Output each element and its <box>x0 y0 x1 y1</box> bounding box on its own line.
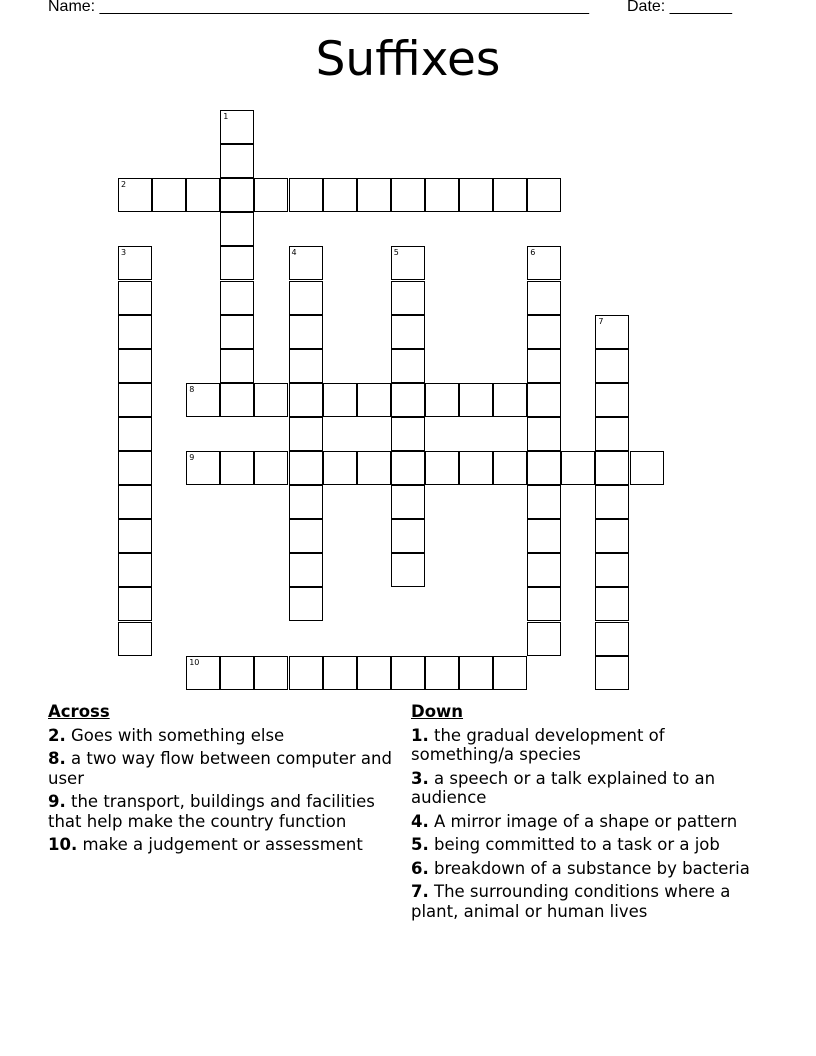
grid-cell[interactable] <box>595 656 629 690</box>
grid-cell[interactable] <box>254 178 288 212</box>
clue-number: 3. <box>411 768 429 788</box>
grid-cell[interactable] <box>289 553 323 587</box>
grid-cell[interactable] <box>391 349 425 383</box>
grid-cell[interactable] <box>118 417 152 451</box>
down-clue-7 <box>411 882 761 921</box>
down-clue-5 <box>411 835 761 855</box>
grid-cell[interactable] <box>152 178 186 212</box>
clue-number: 5. <box>411 835 429 854</box>
grid-cell[interactable] <box>323 383 357 417</box>
grid-cell[interactable] <box>391 178 425 212</box>
grid-cell[interactable] <box>118 349 152 383</box>
grid-cell[interactable] <box>220 246 254 280</box>
clue-number: 1. <box>411 725 429 745</box>
clue-text: Goes with something else <box>71 725 285 745</box>
grid-cell[interactable] <box>493 383 527 417</box>
grid-cell[interactable] <box>595 622 629 656</box>
clue-number: 8. <box>48 749 66 768</box>
grid-cell[interactable] <box>425 451 459 485</box>
grid-cell[interactable] <box>527 349 561 383</box>
grid-cell[interactable] <box>220 383 254 417</box>
grid-cell[interactable] <box>289 417 323 451</box>
grid-cell[interactable] <box>254 451 288 485</box>
grid-cell[interactable] <box>220 212 254 246</box>
grid-cell[interactable] <box>220 451 254 485</box>
down-clue-6 <box>411 859 761 879</box>
grid-cell[interactable] <box>289 451 323 485</box>
date-line: Date: _______ <box>627 0 732 15</box>
clue-text: the transport, buildings and facilities that help make the country function <box>48 792 375 831</box>
grid-cell[interactable] <box>357 656 391 690</box>
grid-cell[interactable] <box>391 519 425 553</box>
grid-cell[interactable] <box>357 178 391 212</box>
clue-text: make a judgement or assessment <box>82 835 363 854</box>
grid-cell[interactable] <box>595 383 629 417</box>
grid-cell[interactable] <box>220 281 254 315</box>
clue-number: 7. <box>411 882 429 901</box>
grid-cell[interactable] <box>527 485 561 519</box>
grid-cell[interactable] <box>527 315 561 349</box>
grid-cell[interactable] <box>220 656 254 690</box>
grid-cell[interactable] <box>527 281 561 315</box>
clue-text: the gradual development of something/a species <box>411 725 665 764</box>
clue-text: being committed to a task or a job <box>434 835 720 854</box>
grid-cell[interactable] <box>289 315 323 349</box>
clue-number-label: 4 <box>291 248 297 258</box>
grid-cell[interactable] <box>527 178 561 212</box>
grid-cell[interactable] <box>289 178 323 212</box>
clue-number-label: 2 <box>121 180 127 190</box>
clue-number: 9. <box>48 792 66 811</box>
clue-text: a speech or a talk explained to an audience <box>411 768 716 807</box>
grid-cell[interactable] <box>323 451 357 485</box>
clue-text: a two way flow between computer and user <box>48 749 392 788</box>
name-line: Name: _______________________________________________________ <box>48 0 589 15</box>
across-heading: Across <box>48 702 110 721</box>
across-clues <box>48 702 393 859</box>
clue-number-label: 3 <box>121 248 127 258</box>
grid-cell[interactable] <box>493 178 527 212</box>
across-clue-8 <box>48 749 393 788</box>
across-clue-2 <box>48 726 393 746</box>
across-clue-10 <box>48 835 393 855</box>
grid-cell[interactable] <box>425 383 459 417</box>
clue-number-label: 8 <box>189 384 195 394</box>
grid-cell[interactable] <box>459 451 493 485</box>
grid-cell[interactable] <box>595 519 629 553</box>
grid-cell[interactable] <box>595 451 629 485</box>
grid-cell[interactable] <box>220 349 254 383</box>
clue-text: The surrounding conditions where a plant, animal or human lives <box>411 882 731 921</box>
grid-cell[interactable] <box>391 417 425 451</box>
clue-number-label: 6 <box>530 248 536 258</box>
grid-cell[interactable] <box>527 383 561 417</box>
grid-cell[interactable] <box>118 315 152 349</box>
grid-cell[interactable] <box>527 553 561 587</box>
grid-cell[interactable] <box>289 485 323 519</box>
grid-cell[interactable] <box>254 383 288 417</box>
grid-cell[interactable] <box>289 656 323 690</box>
grid-cell[interactable] <box>289 281 323 315</box>
grid-cell[interactable] <box>289 383 323 417</box>
grid-cell[interactable] <box>118 553 152 587</box>
clue-text: A mirror image of a shape or pattern <box>434 811 738 831</box>
clue-text: breakdown of a substance by bacteria <box>434 858 750 878</box>
grid-cell[interactable] <box>323 178 357 212</box>
grid-cell[interactable] <box>391 485 425 519</box>
down-clues <box>411 702 761 925</box>
grid-cell[interactable] <box>220 178 254 212</box>
grid-cell[interactable] <box>357 451 391 485</box>
grid-cell[interactable] <box>527 587 561 621</box>
page-title: Suffixes <box>315 32 501 87</box>
grid-cell[interactable] <box>459 178 493 212</box>
grid-cell[interactable] <box>118 622 152 656</box>
grid-cell[interactable] <box>391 656 425 690</box>
down-clue-1 <box>411 726 761 765</box>
grid-cell[interactable] <box>595 553 629 587</box>
grid-cell[interactable] <box>254 656 288 690</box>
grid-cell[interactable] <box>493 451 527 485</box>
grid-cell[interactable] <box>289 587 323 621</box>
clue-number-label: 9 <box>189 453 195 462</box>
grid-cell[interactable] <box>630 451 664 485</box>
down-heading: Down <box>411 702 464 721</box>
grid-cell[interactable] <box>357 383 391 417</box>
grid-cell[interactable] <box>289 349 323 383</box>
grid-cell[interactable] <box>118 485 152 519</box>
grid-cell[interactable] <box>118 587 152 621</box>
grid-cell[interactable] <box>391 281 425 315</box>
grid-cell[interactable] <box>595 349 629 383</box>
grid-cell[interactable] <box>118 383 152 417</box>
grid-cell[interactable] <box>493 656 527 690</box>
grid-cell[interactable] <box>459 656 493 690</box>
clue-number: 10. <box>48 835 78 854</box>
grid-cell[interactable] <box>391 451 425 485</box>
grid-cell[interactable] <box>527 417 561 451</box>
grid-cell[interactable] <box>595 587 629 621</box>
grid-cell[interactable] <box>527 451 561 485</box>
grid-cell[interactable] <box>595 485 629 519</box>
grid-cell[interactable] <box>391 315 425 349</box>
clue-number: 4. <box>411 811 429 831</box>
down-clue-4 <box>411 812 761 832</box>
grid-cell[interactable] <box>595 417 629 451</box>
clue-number-label: 10 <box>189 657 200 667</box>
down-clue-3 <box>411 769 761 808</box>
grid-cell[interactable] <box>391 553 425 587</box>
grid-cell[interactable] <box>561 451 595 485</box>
grid-cell[interactable] <box>323 656 357 690</box>
grid-cell[interactable] <box>527 519 561 553</box>
grid-cell[interactable] <box>527 622 561 656</box>
clue-number: 2. <box>48 725 66 745</box>
grid-cell[interactable] <box>220 144 254 178</box>
clue-number: 6. <box>411 858 429 878</box>
grid-cell[interactable] <box>289 519 323 553</box>
grid-cell[interactable] <box>186 178 220 212</box>
grid-cell[interactable] <box>118 451 152 485</box>
clue-number-label: 5 <box>393 248 399 258</box>
clue-number-label: 1 <box>223 112 229 121</box>
clue-number-label: 7 <box>598 316 604 326</box>
grid-cell[interactable] <box>391 383 425 417</box>
grid-cell[interactable] <box>220 315 254 349</box>
grid-cell[interactable] <box>118 519 152 553</box>
grid-cell[interactable] <box>425 656 459 690</box>
across-clue-9 <box>48 792 393 831</box>
grid-cell[interactable] <box>425 178 459 212</box>
grid-cell[interactable] <box>459 383 493 417</box>
grid-cell[interactable] <box>118 281 152 315</box>
